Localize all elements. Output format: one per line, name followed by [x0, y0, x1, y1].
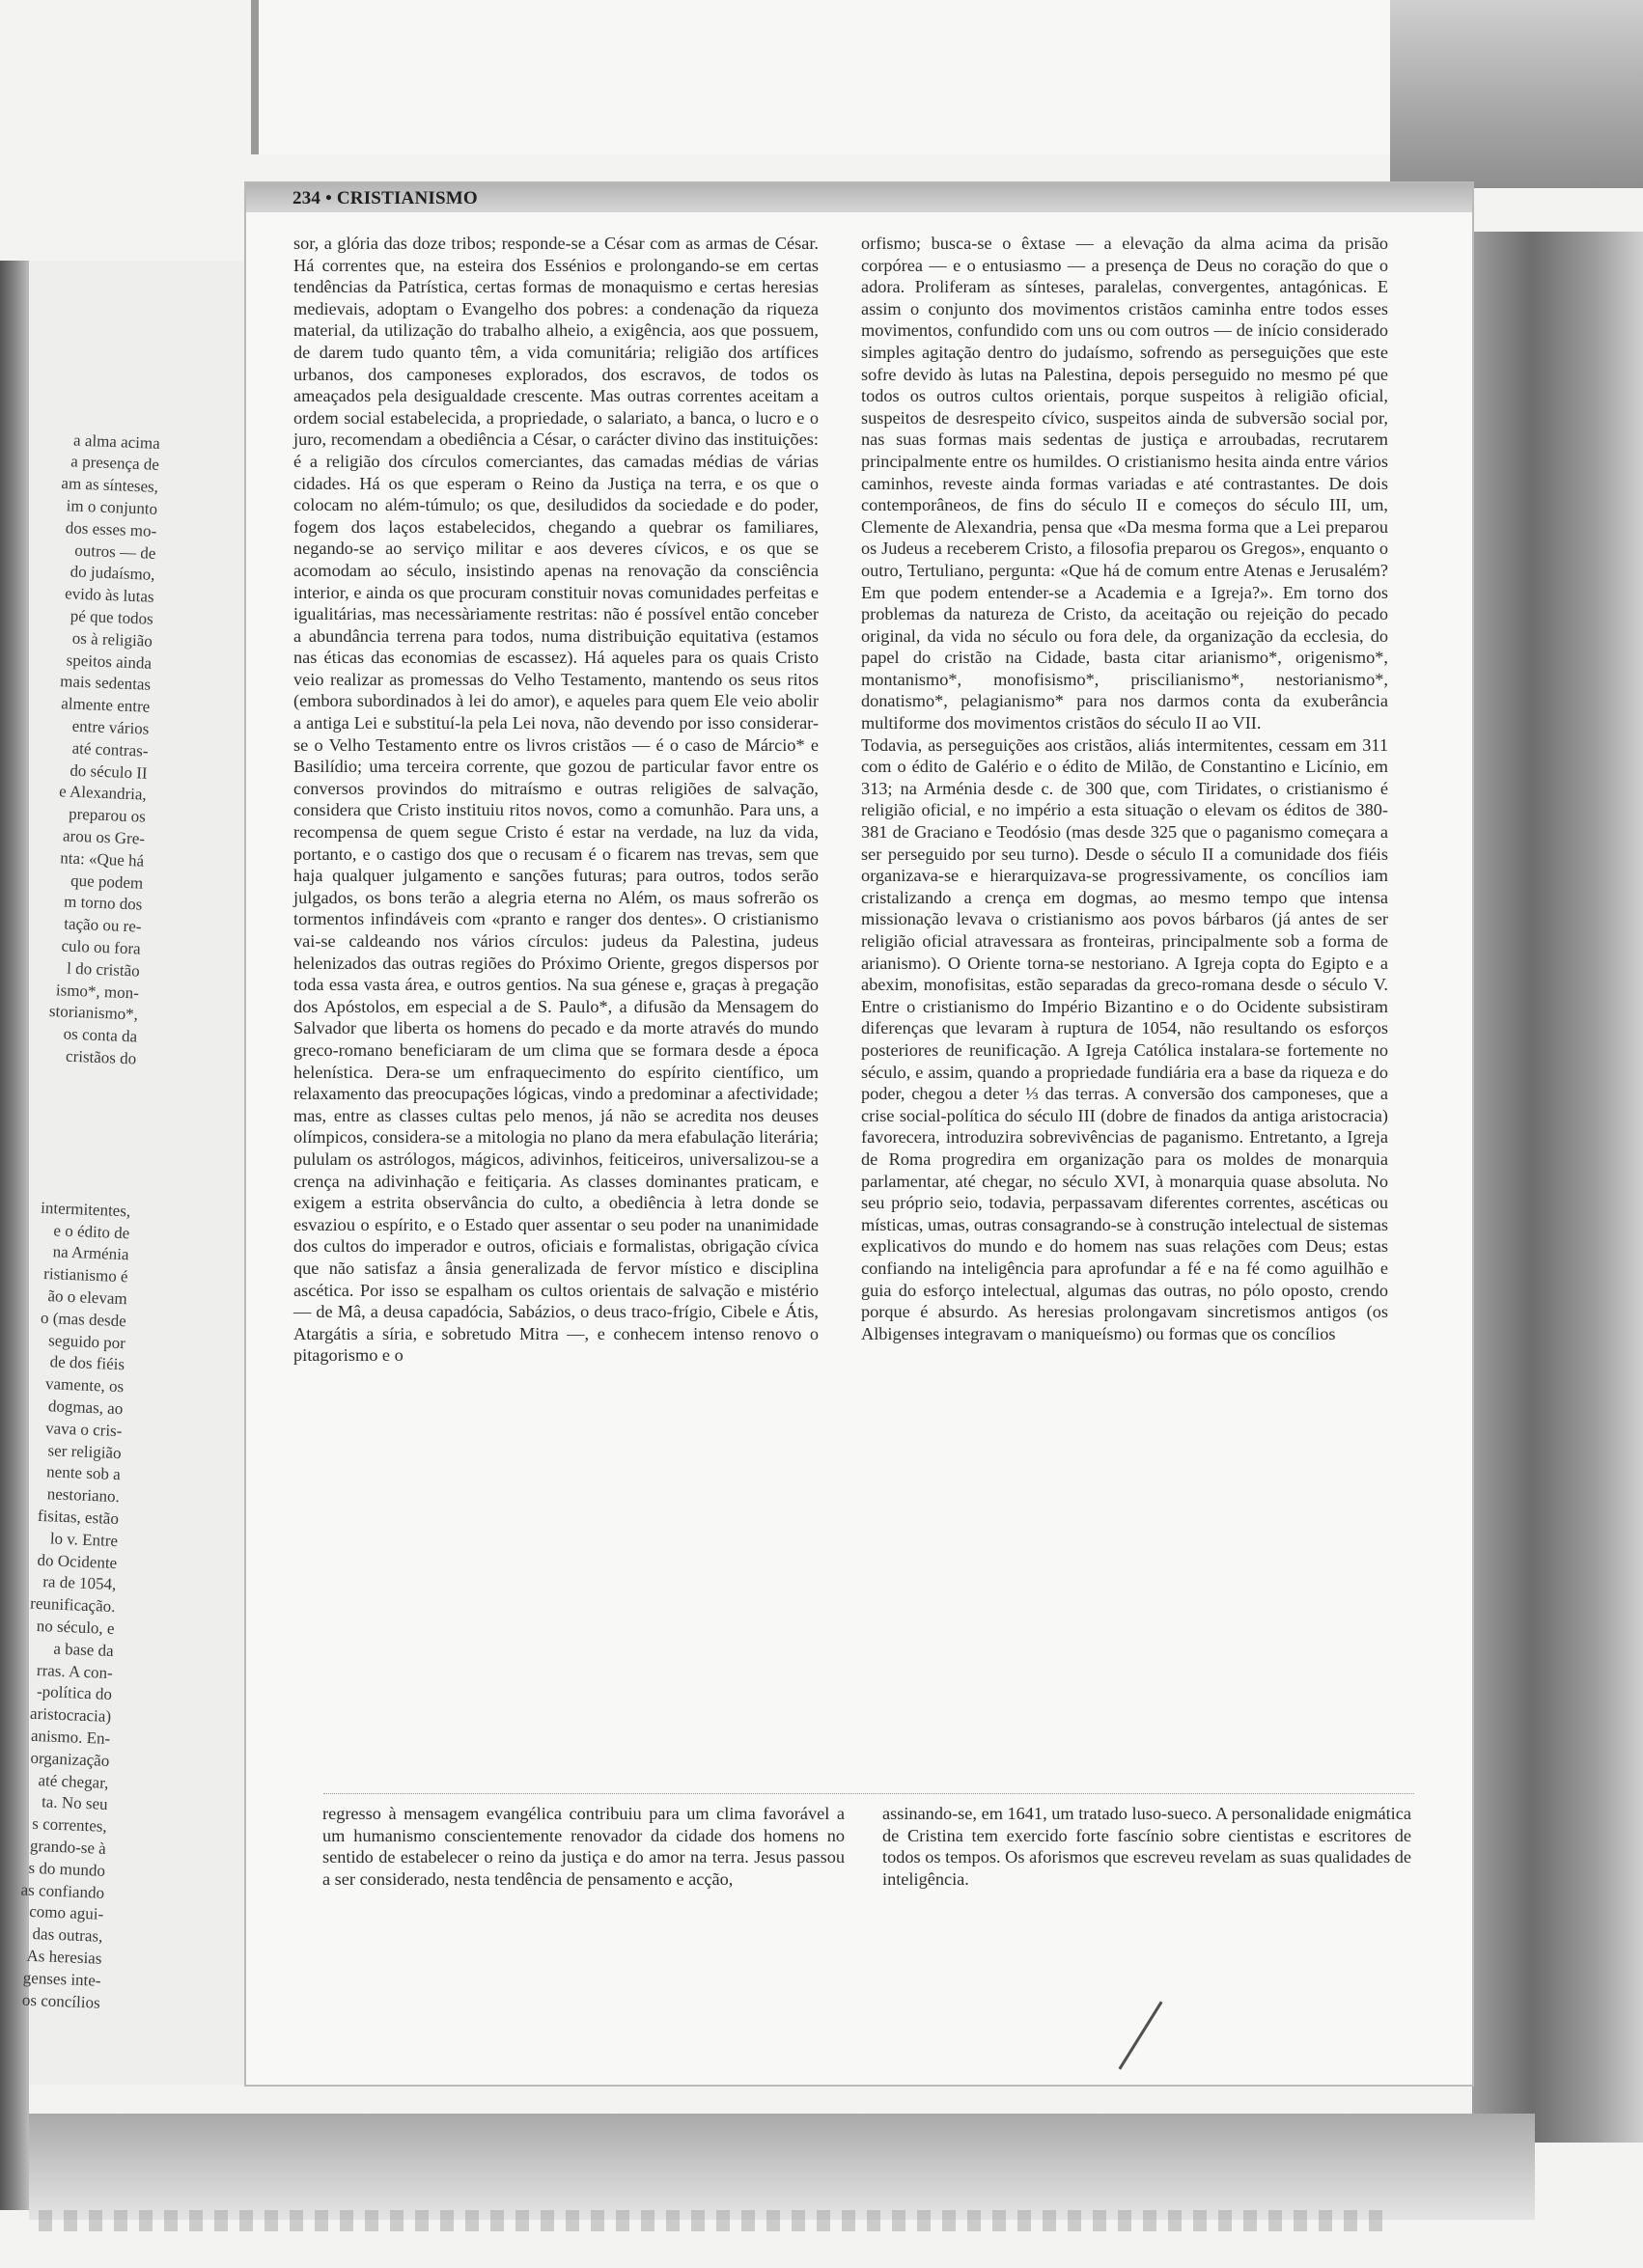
- underlying-line: ser religião: [47, 1440, 122, 1462]
- underlying-line: aristocracia): [29, 1703, 112, 1727]
- underlying-line: dos esses mo-: [65, 518, 157, 540]
- underlying-line: como agui-: [28, 1902, 104, 1924]
- underlying-line: na Arménia: [52, 1242, 129, 1264]
- underlying-line: speitos ainda: [66, 650, 153, 673]
- column-lower-left-text: regresso à mensagem evangélica contribuiu para um clima favorável a um humanismo conscientemente renovador da cidade dos homens no sentido de estabelecer o reino da justiça e do amor na terra. Jesus passou a ser considerado, nesta tendência de pensamento e acção,: [322, 1804, 845, 1889]
- underlying-line: as confiando: [20, 1880, 105, 1902]
- underlying-line: no século, e: [36, 1616, 115, 1639]
- column-right: [861, 233, 1388, 1344]
- underlying-line: ristianismo é: [42, 1264, 128, 1286]
- underlying-line: os concílios: [21, 1990, 101, 2012]
- underlying-line: ão o elevam: [47, 1286, 128, 1309]
- underlying-line: grando-se à: [29, 1836, 107, 1858]
- underlying-line: dogmas, ao: [47, 1397, 124, 1419]
- underlying-line: arou os Gre-: [62, 826, 146, 848]
- underlying-line: lo v. Entre: [49, 1529, 119, 1550]
- underlying-line: preparou os: [68, 804, 147, 826]
- underlying-line: rras. A con-: [36, 1660, 114, 1682]
- underlying-line: a base da: [53, 1639, 115, 1660]
- pen-stroke-mark: [1119, 2001, 1163, 2069]
- underlying-line: fisitas, estão: [37, 1506, 120, 1529]
- underlying-line: s do mundo: [28, 1858, 106, 1880]
- underlying-line: ta. No seu: [41, 1792, 108, 1814]
- underlying-line: de dos fiéis: [49, 1352, 125, 1374]
- underlying-line: nta: «Que há: [59, 848, 145, 871]
- running-header: [292, 183, 478, 212]
- underlying-line: am as sínteses,: [61, 474, 159, 497]
- underlying-line: até contras-: [71, 738, 149, 761]
- underlying-line: a alma acima: [72, 430, 161, 453]
- underlying-line: e Alexandria,: [58, 782, 148, 805]
- underlying-line: o (mas desde: [40, 1308, 127, 1331]
- column-right-paragraph-1: orfismo; busca-se o êxtase — a elevação da alma acima da prisão corpórea — e o entusiasmo — a presença de Deus no coração do que o adora. Proliferam as sínteses, paralelas, convergentes, antagónicas. E assim o conjunto dos movimentos cristãos caminha entre todos esses movimentos, confundido com uns ou com outros — de início considerado simples agitação dentro do judaísmo, sofrendo as perseguições que este sofre devido às lutas na Palestina, depois perseguido no mesmo pé que todos os outros cultos orientais, porque suspeitos à religião oficial, suspeitos de desrespeito cívico, suspeitos ainda de subversão social por, nas suas formas mais sedentas de justiça e arroubadas, recrutarem principalmente entre os humildes. O cristianismo hesita ainda entre vários caminhos, reveste ainda formas variadas e até contrastantes. De dois contemporâneos, de fins do século II e começos do século III, um, Clemente de Alexandria, pensa que «Da mesma forma que a Lei preparou os Judeus a receberem Cristo, a filosofia preparou os Gregos», enquanto o outro, Tertuliano, pergunta: «Que há de comum entre Atenas e Jerusalém? Em que podem entender-se a Academia e a Igreja?». Em torno dos problemas da natureza de Cristo, da aceitação ou rejeição do pecado original, da vida no século ou fora dele, da organização da ecclesia, do papel do cristão na Cidade, basta citar arianismo*, origenismo*, montanismo*, monofisismo*, priscilianismo*, nestorianismo*, donatismo*, pelagianismo* para nos darmos conta da exuberância multiforme dos movimentos cristãos do século II ao VII.: [861, 234, 1388, 733]
- underlying-line: seguido por: [47, 1330, 126, 1352]
- underlying-line: vava o cris-: [44, 1419, 123, 1441]
- underlying-line: ra de 1054,: [42, 1572, 117, 1594]
- underlying-line: do Ocidente: [37, 1550, 118, 1572]
- bottom-smudge: [39, 2210, 1390, 2231]
- top-blank-strip: [251, 0, 1407, 154]
- underlying-line: evido às lutas: [64, 584, 154, 606]
- page-number: 234: [292, 188, 321, 208]
- underlying-line: As heresias: [26, 1946, 102, 1968]
- underlying-line: anismo. En-: [30, 1726, 111, 1748]
- underlying-line: tação ou re-: [63, 914, 142, 936]
- underlying-line: reunificação.: [29, 1593, 116, 1617]
- underlying-line: organização: [30, 1748, 110, 1770]
- underlying-line: -política do: [36, 1682, 113, 1704]
- underlying-line: intermitentes,: [40, 1198, 131, 1221]
- underlying-line: culo ou fora: [61, 936, 141, 958]
- underlying-line: outros — de: [74, 540, 156, 563]
- copy-shadow-bottom: [29, 2114, 1535, 2220]
- underlying-line: mais sedentas: [59, 672, 152, 695]
- main-page: [246, 183, 1472, 2085]
- copy-shadow-top-right: [1390, 0, 1643, 188]
- column-left-text: sor, a glória das doze tribos; responde-se a César com as armas de César. Há correntes que, na esteira dos Essénios e prolongando-se em certas tendências da Patrística, certas formas de monaquismo e certas heresias medievais, adoptam o Evangelho dos pobres: a condenação da riqueza material, da utilização do trabalho alheio, a exigência, aos que possuem, de darem tudo quanto têm, a vida comunitária; religião dos artífices urbanos, dos camponeses explorados, dos escravos, de todos os ameaçados pela desigualdade crescente. Mas outras correntes aceitam a ordem social estabelecida, a propriedade, o salariato, a banca, o lucro e o juro, recomendam a obediência a César, o carácter divino das instituições: é a religião dos círculos comerciantes, das camadas médias de várias cidades. Há os que esperam o Reino da Justiça na terra, e os que o colocam no além-túmulo; os que, desiludidos da sociedade e do poder, fogem dos laços estabelecidos, chegando a quebrar os familiares, negando-se ao serviço militar e aos deveres cívicos, e os que se acomodam ao século, insistindo apenas na renovação da consciência interior, e ainda os que procuram constituir novas comunidades perfeitas e igualitárias, mas necessàriamente restritas: não é possível então conceber a abundância terrena para todos, numa distribuição equitativa (estamos nas éticas das economias de escassez). Há aqueles para os quais Cristo veio realizar as promessas do Velho Testamento, mantendo os seus ritos (embora subordinados à lei do amor), e aqueles para quem Ele veio abolir a antiga Lei e substituí-la pela Lei nova, não devendo por isso considerar-se o Velho Testamento entre os livros cristãos — é o caso de Márcio* e Basilídio; uma terceira corrente, que gozou de particular favor entre os conversos provindos do mitraísmo e outras religiões de salvação, considera que Cristo instituiu ritos novos, como a comunhão. Para uns, a recompensa de quem segue Cristo é estar na verdade, na luz da vida, portanto, e o castigo dos que o recusam é o ficarem nas trevas, sem que haja qualquer julgamento e sanções futuras; para outros, todos serão julgados, os bons terão a alegria eterna no Além, os maus sofrerão os tormentos infindáveis com «pranto e ranger dos dentes». O cristianismo vai-se caldeando nos vários círculos: judeus da Palestina, judeus helenizados das outras regiões do Próximo Oriente, gregos dispersos por toda essa vasta área, e outros gentios. Na sua génese e, graças à pregação dos Apóstolos, em especial a de S. Paulo*, a difusão da Mensagem do Salvador que liberta os homens do pecado e da morte através do mundo greco-romano beneficiaram de um clima que se formara desde a época helenística. Dera-se um enfraquecimento do espírito científico, um relaxamento das preocupações lógicas, vindo a predominar a afectividade; mas, entre as classes cultas pelo menos, já não se acredita nos deuses olímpicos, considera-se a mitologia no plano da mera efabulação literária; pululam os astrólogos, mágicos, adivinhos, feiticeiros, universalizou-se a crença na adivinhação e feitiçaria. As classes dominantes praticam, e exigem a estrita observância do culto, a obediência à letra donde se esvaziou o espírito, e o Estado quer assentar o seu poder na unanimidade dos cultos do imperador e outros, oficiais e formalistas, obrigação cívica que não satisfaz a ânsia generalizada de fervor místico e disciplina ascética. Por isso se espalham os cultos orientais de salvação e mistério — de Mâ, a deusa capadócia, Sabázios, o deus traco-frígio, Cibele e Átis, Atargátis a síria, e sobretudo Mitra —, e conhecem intenso renovo o pitagorismo e o: [293, 234, 819, 1366]
- underlying-line: a presença de: [70, 452, 160, 475]
- header-separator: •: [325, 188, 332, 208]
- underlying-line: que podem: [70, 871, 144, 893]
- underlying-line: almente entre: [60, 694, 151, 716]
- underlying-line: s correntes,: [31, 1814, 108, 1837]
- column-lower-left: [322, 1803, 845, 1890]
- column-right-paragraph-2: Todavia, as perseguições aos cristãos, aliás intermitentes, cessam em 311 com o édito de Galério e o édito de Milão, de Constantino e Licínio, em 313; na Arménia desde c. de 300 que, com Tiridates, o cristianismo é religião oficial, e no império a esta situação o elevam os éditos de 380-381 de Graciano e Teodósio (mas desde 325 que o paganismo começara a ser perseguido por seu turno). Desde o século II a comunidade dos fiéis organizava-se e hierarquizava-se progressivamente, os concílios iam cristalizando a crença em dogmas, ao mesmo tempo que intensa missionação levava o cristianismo aos povos bárbaros (já antes de ser religião oficial atravessara as fronteiras, principalmente sob a forma de arianismo). O Oriente torna-se nestoriano. A Igreja copta do Egipto e a abexim, monofisitas, estão separadas da greco-romana desde o século V. Entre o cristianismo do Império Bizantino e o do Ocidente subsistiram diferenças que levaram à ruptura de 1054, não resultando os esforços posteriores de reunificação. A Igreja Católica instalara-se fortemente no século, e assim, quando a propriedade fundiária era a base da riqueza e do poder, chegou a deter ⅓ das terras. A conversão dos camponeses, que a crise social-política do século III (dobre de finados da antiga aristocracia) favorecera, introduzira sobrevivências de paganismo. Entretanto, a Igreja de Roma progredira em organização para os moldes de monarquia parlamentar, até chegar, no século XVI, à monarquia quase absoluta. No seu próprio seio, todavia, perpassavam diferentes correntes, ascéticas ou místicas, umas, outras consagrando-se à construção intelectual de sistemas explicativos do mundo e do homem nas suas relações com Deus; estas confiando na inteligência para aprofundar a fé e na fé como aguilhão e guia do esforço intelectual, algumas das outras, no pólo oposto, crendo porque é absurdo. As heresias prolongavam sincretismos antigos (os Albigenses integravam o maniqueísmo) ou formas que os concílios: [861, 734, 1388, 1343]
- underlying-line: vamente, os: [44, 1374, 125, 1397]
- underlying-line: das outras,: [32, 1924, 103, 1946]
- column-lower-right-text: assinando-se, em 1641, um tratado luso-sueco. A personalidade enigmática de Cristina tem exercido forte fascínio sobre cientistas e escritores de todos os tempos. Os aforismos que escreveu revelam as suas qualidades de inteligência.: [882, 1804, 1411, 1889]
- underlying-line: l do cristão: [66, 958, 141, 981]
- header-title: CRISTIANISMO: [336, 188, 478, 208]
- underlying-line: m torno dos: [63, 892, 143, 914]
- underlying-line: ismo*, mon-: [55, 980, 140, 1003]
- underlying-line: até chegar,: [38, 1770, 109, 1792]
- underlying-line: e o édito de: [53, 1221, 130, 1243]
- underlying-line: cristãos do: [65, 1046, 137, 1068]
- underlying-line: entre vários: [71, 716, 150, 738]
- underlying-line: do judaísmo,: [70, 562, 155, 585]
- underlying-lines-top: [11, 429, 160, 1071]
- underlying-line: genses inte-: [22, 1968, 101, 1990]
- underlying-line: im o conjunto: [66, 496, 158, 518]
- underlying-line: nente sob a: [45, 1462, 122, 1484]
- underlying-line: storianismo*,: [48, 1002, 139, 1024]
- underlying-line: do século II: [70, 761, 148, 783]
- underlying-line: nestoriano.: [46, 1484, 121, 1507]
- underlying-line: pé que todos: [70, 606, 154, 628]
- copy-shadow-right: [1472, 232, 1643, 2143]
- underlying-line: os à religião: [71, 628, 153, 650]
- underlying-line: os conta da: [63, 1024, 138, 1046]
- column-left: [293, 233, 819, 1367]
- column-lower-right: [882, 1803, 1411, 1890]
- page-fold-line: [323, 1793, 1414, 1795]
